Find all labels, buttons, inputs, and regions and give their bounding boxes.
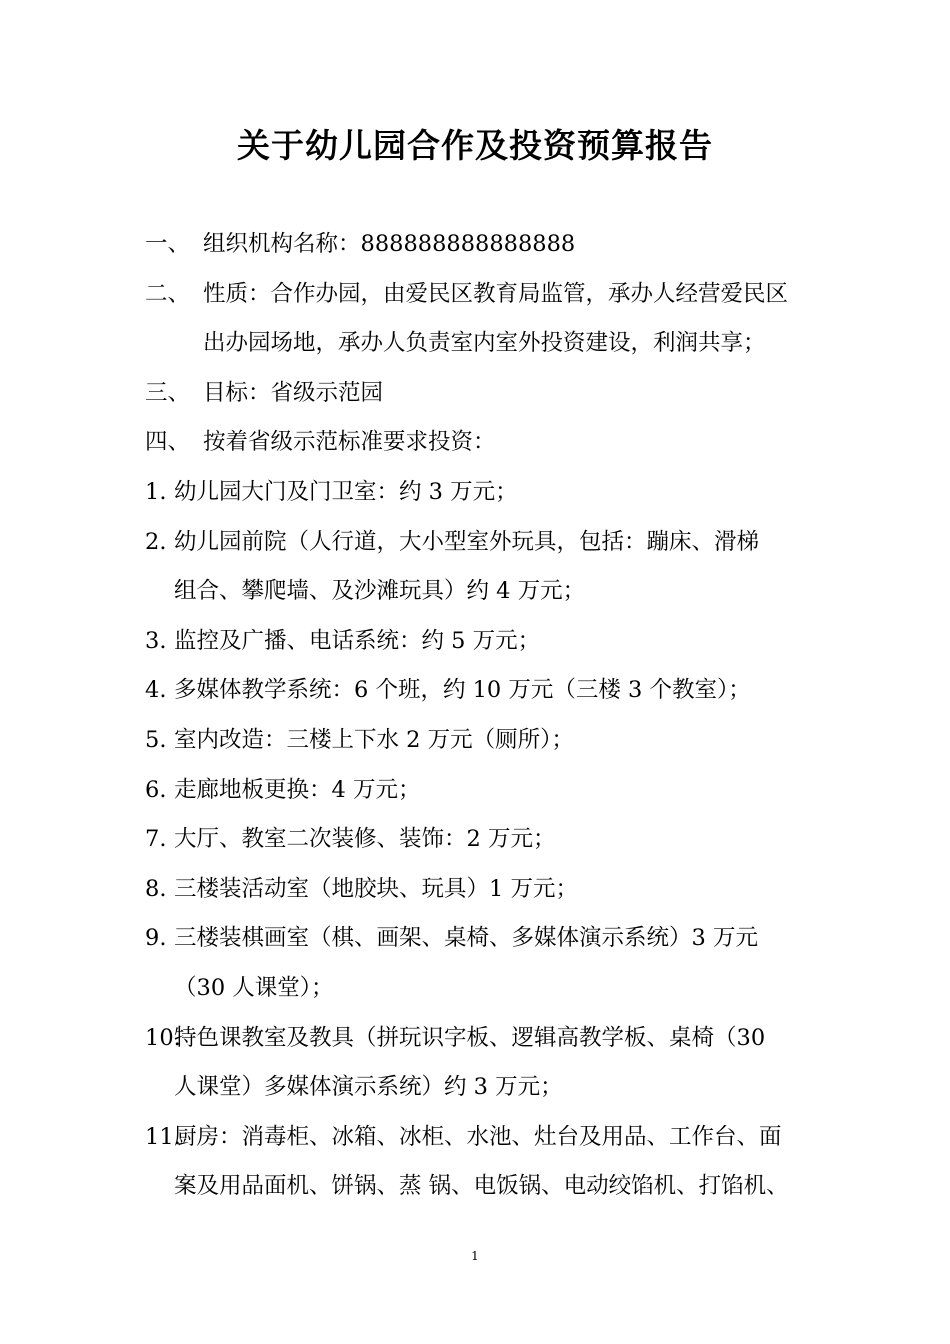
section-4 [145,418,810,468]
list-item-10-continuation [145,1063,810,1113]
section-text: 组织机构名称：888888888888888 [203,231,576,257]
item-text: 三楼装棋画室（棋、画架、桌椅、多媒体演示系统）3 万元 [174,925,758,952]
item-text: 人课堂）多媒体演示系统）约 3 万元； [174,1074,563,1101]
item-number: 8. [145,875,167,902]
list-item-10 [145,1014,810,1064]
list-item-11 [145,1113,810,1163]
item-text: 多媒体教学系统：6 个班，约 10 万元（三楼 3 个教室）； [174,677,751,704]
item-text: 监控及广播、电话系统：约 5 万元； [174,627,541,654]
item-number: 7. [145,826,167,853]
item-text: 大厅、教室二次装修、装饰：2 万元； [174,826,556,853]
item-number: 1. [145,478,167,505]
list-item-3 [145,617,810,667]
item-number: 2. [145,528,167,555]
list-item-11-continuation [145,1162,810,1212]
page-number: 1 [471,1249,479,1263]
item-number: 5. [145,726,167,753]
document-body [145,220,810,1212]
list-item-2-continuation [145,567,810,617]
section-2-continuation [145,319,810,369]
list-item-9 [145,914,810,964]
section-1 [145,220,810,270]
section-text: 性质：合作办园，由爱民区教育局监管，承办人经营爱民区 [203,280,789,307]
list-item-5 [145,716,810,766]
item-number: 6. [145,776,167,803]
item-text: 幼儿园前院（人行道，大小型室外玩具，包括：蹦床、滑梯 [174,528,760,555]
document-title: 关于幼儿园合作及投资预算报告 [237,126,713,165]
item-number: 3. [145,627,167,654]
section-marker: 四、 [145,429,191,456]
list-item-9-continuation [145,964,810,1014]
section-marker: 一、 [145,231,191,257]
section-text: 出办园场地，承办人负责室内室外投资建设，利润共享； [203,330,766,357]
list-item-7 [145,815,810,865]
list-item-1 [145,468,810,518]
section-text: 按着省级示范标准要求投资： [203,429,496,456]
item-number: 4. [145,677,167,704]
item-text: 走廊地板更换：4 万元； [174,776,421,803]
item-text: 三楼装活动室（地胶块、玩具）1 万元； [174,875,578,902]
section-marker: 二、 [145,280,191,307]
item-text: 特色课教室及教具（拼玩识字板、逻辑高教学板、桌椅（30 [174,1024,766,1051]
list-item-6 [145,766,810,816]
item-text: 案及用品面机、饼锅、蒸 锅、电饭锅、电动绞馅机、打馅机、 [174,1173,789,1200]
item-text: 室内改造：三楼上下水 2 万元（厕所）； [174,726,574,753]
item-number: 9. [145,925,167,952]
section-text: 目标：省级示范园 [203,379,384,406]
section-marker: 三、 [145,379,191,406]
item-text: 组合、攀爬墙、及沙滩玩具）约 4 万元； [174,578,586,605]
list-item-4 [145,666,810,716]
section-3 [145,369,810,419]
list-item-8 [145,865,810,915]
section-2 [145,270,810,320]
item-number: 10. [145,1024,181,1051]
item-text: （30 人课堂）； [174,974,334,1001]
item-text: 幼儿园大门及门卫室：约 3 万元； [174,478,518,505]
item-text: 厨房：消毒柜、冰箱、冰柜、水池、灶台及用品、工作台、面 [174,1123,782,1150]
item-number: 11. [145,1123,181,1150]
list-item-2 [145,518,810,568]
